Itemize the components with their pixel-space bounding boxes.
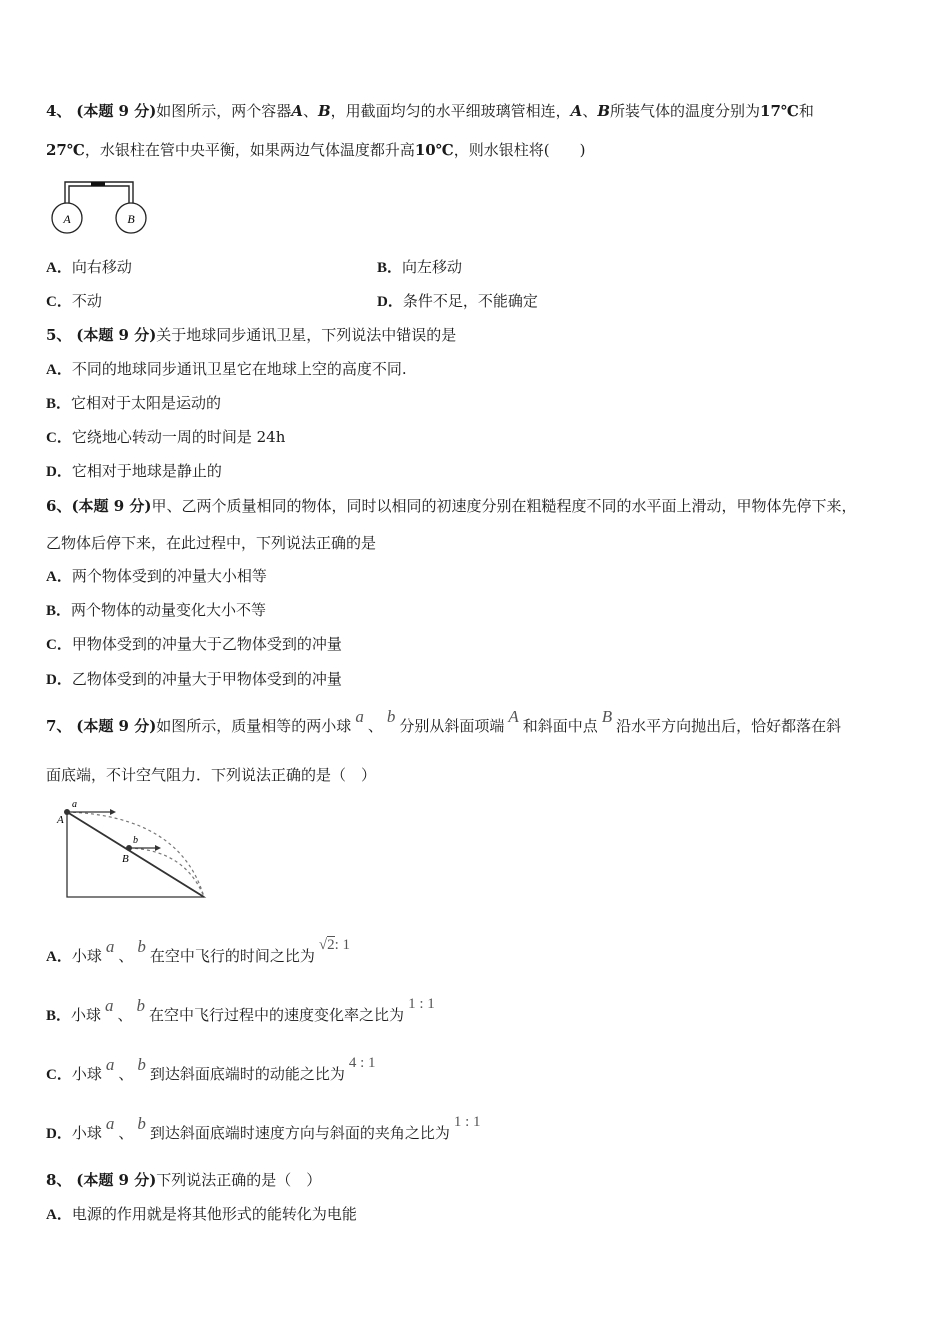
q7-option-a-ratio-root: 2 <box>327 937 335 953</box>
mercury-column <box>91 182 105 186</box>
q7-number: 7、 <box>46 717 72 735</box>
q4-option-b-text: 向左移动 <box>402 258 463 276</box>
q7-stem-line2 <box>46 765 376 785</box>
q7-option-a-pre: 小球 <box>71 947 102 965</box>
q7-option-a-ratio <box>319 937 350 953</box>
q7-text-2: 面底端，不计空气阻力．下列说法正确的是（ ） <box>46 766 377 784</box>
q7-var-upper-b: B <box>601 707 613 726</box>
arrowhead-b-icon <box>155 845 161 851</box>
q4-text-c: 所装气体的温度分别为 <box>610 102 761 120</box>
q7-option-b-sep: 、 <box>117 1006 133 1024</box>
q4-var-a2: A <box>570 102 583 120</box>
q4-option-c-label: C． <box>46 294 72 310</box>
q8-option-a[interactable] <box>46 1204 357 1225</box>
q6-text-1: 甲、乙两个质量相同的物体，同时以相同的初速度分别在粗糙程度不同的水平面上滑动，甲物体先停下来， <box>151 497 857 515</box>
q7-option-d-text: 到达斜面底端时速度方向与斜面的夹角之比为 <box>149 1124 450 1142</box>
q4-line1 <box>46 101 814 121</box>
q7-option-b-var-a: a <box>105 996 114 1015</box>
q6-option-c-label: C． <box>46 637 72 653</box>
fig-label-a: A <box>63 212 71 226</box>
q7-var-a: a <box>355 707 364 726</box>
q4-option-c-text: 不动 <box>71 292 102 310</box>
q8-text: 下列说法正确的是（ ） <box>156 1171 322 1189</box>
q7-option-b-label: B． <box>46 1008 72 1024</box>
q5-option-c-text: 它绕地心转动一周的时间是 24h <box>71 428 286 446</box>
q4-var-b2: B <box>597 102 611 120</box>
q4-sep2: 、 <box>582 102 598 120</box>
q7-option-a[interactable] <box>46 937 351 967</box>
q7-option-a-var-b: b <box>137 937 146 956</box>
q4-option-a-text: 向右移动 <box>71 258 132 276</box>
q6-option-c[interactable] <box>46 634 342 655</box>
q7-option-a-var-a: a <box>105 937 115 956</box>
q7-option-d-var-a: a <box>105 1114 115 1133</box>
q7-option-d-sep: 、 <box>118 1124 134 1142</box>
fig-label-big-b: B <box>122 853 129 865</box>
q7-option-c-ratio: 4 : 1 <box>348 1055 376 1071</box>
q7-option-a-label: A． <box>46 949 72 965</box>
q4-option-a-label: A． <box>46 260 72 276</box>
q4-option-c[interactable] <box>46 291 102 312</box>
q4-option-a[interactable] <box>46 257 132 278</box>
q5-option-b[interactable] <box>46 393 221 414</box>
ball-b <box>126 845 132 851</box>
q7-stem-line1 <box>46 707 842 736</box>
fig-label-small-b: b <box>133 835 138 846</box>
q5-option-c[interactable] <box>46 427 285 448</box>
q4-var-b: B <box>317 102 331 120</box>
q5-stem <box>46 325 456 345</box>
q5-option-c-label: C． <box>46 430 72 446</box>
q6-option-a-label: A． <box>46 569 72 585</box>
q4-number: 4、 <box>46 102 72 120</box>
q7-option-b-ratio: 1 : 1 <box>408 996 435 1012</box>
q4-temp1: 17℃ <box>760 102 799 120</box>
q4-temp2: 27℃ <box>46 141 85 159</box>
q7-points: (本题 9 分) <box>76 717 157 735</box>
q7-option-b[interactable] <box>46 996 435 1026</box>
q6-option-d-text: 乙物体受到的冲量大于甲物体受到的冲量 <box>71 670 342 688</box>
q7-option-c-label: C． <box>46 1067 72 1083</box>
fig-label-small-a: a <box>72 799 77 810</box>
q4-temp3: 10℃ <box>414 141 454 159</box>
q7-option-c-pre: 小球 <box>71 1065 102 1083</box>
q5-text: 关于地球同步通讯卫星，下列说法中错误的是 <box>156 326 457 344</box>
q6-number: 6、 <box>46 497 72 515</box>
ball-a <box>64 809 70 815</box>
q7-option-c-var-a: a <box>105 1055 115 1074</box>
q5-option-d-text: 它相对于地球是静止的 <box>71 462 222 480</box>
q4-text-a: 如图所示，两个容器 <box>156 102 292 120</box>
q7-sep: 、 <box>367 717 383 735</box>
arrowhead-a-icon <box>110 809 116 815</box>
q5-option-d-label: D． <box>46 464 72 480</box>
q4-line2-end: ，则水银柱将( ) <box>453 141 586 159</box>
fig-label-big-a: A <box>57 814 64 826</box>
q6-points: (本题 9 分) <box>71 497 152 515</box>
q8-stem <box>46 1170 321 1190</box>
q4-text-d: 和 <box>798 102 814 120</box>
q7-option-a-sep: 、 <box>118 947 134 965</box>
q6-stem-line1 <box>46 496 857 516</box>
q6-option-c-text: 甲物体受到的冲量大于乙物体受到的冲量 <box>71 635 342 653</box>
q7-option-d-pre: 小球 <box>71 1124 102 1142</box>
q7-option-b-var-b: b <box>136 996 146 1015</box>
q5-option-d[interactable] <box>46 461 222 482</box>
q7-option-d-var-b: b <box>137 1114 146 1133</box>
q6-option-d-label: D． <box>46 672 72 688</box>
q6-option-b[interactable] <box>46 600 266 621</box>
q7-text-c: 和斜面中点 <box>522 717 598 735</box>
q7-text-b: 分别从斜面项端 <box>399 717 505 735</box>
q7-option-d-ratio: 1 : 1 <box>453 1114 481 1130</box>
q5-option-b-label: B． <box>46 396 72 412</box>
q6-option-a-text: 两个物体受到的冲量大小相等 <box>71 567 267 585</box>
q4-container-figure <box>45 172 155 238</box>
q7-option-c-text: 到达斜面底端时的动能之比为 <box>149 1065 345 1083</box>
q7-option-b-pre: 小球 <box>71 1006 102 1024</box>
q4-option-d-text: 条件不足，不能确定 <box>402 292 538 310</box>
q6-option-d[interactable] <box>46 669 342 690</box>
q6-option-a[interactable] <box>46 566 267 587</box>
q7-incline-figure <box>52 798 210 902</box>
q5-option-a-label: A． <box>46 362 72 378</box>
q6-option-b-label: B． <box>46 603 72 619</box>
q4-option-d-label: D． <box>377 294 403 310</box>
q8-option-a-label: A． <box>46 1207 72 1223</box>
q7-option-b-text: 在空中飞行过程中的速度变化率之比为 <box>149 1006 405 1024</box>
q5-option-a[interactable] <box>46 359 407 380</box>
q4-text-b: ，用截面均匀的水平细玻璃管相连， <box>330 102 571 120</box>
q7-option-d-label: D． <box>46 1126 72 1142</box>
q4-points: (本题 9 分) <box>76 102 157 120</box>
q4-line2-text: ，水银柱在管中央平衡，如果两边气体温度都升高 <box>84 141 415 159</box>
q4-option-b-label: B． <box>377 260 403 276</box>
q8-option-a-text: 电源的作用就是将其他形式的能转化为电能 <box>71 1205 357 1223</box>
q4-sep1: 、 <box>302 102 318 120</box>
fig-label-b: B <box>127 212 135 226</box>
q4-option-d[interactable] <box>377 291 538 312</box>
q5-number: 5、 <box>46 326 72 344</box>
q7-option-c-var-b: b <box>137 1055 146 1074</box>
q7-option-a-ratio-rest: : 1 <box>334 937 351 953</box>
q6-option-b-text: 两个物体的动量变化大小不等 <box>71 601 267 619</box>
q7-option-d[interactable] <box>46 1114 481 1144</box>
q8-points: (本题 9 分) <box>76 1171 157 1189</box>
q7-text-a: 如图所示，质量相等的两小球 <box>156 717 352 735</box>
q7-var-b: b <box>386 707 396 726</box>
q5-option-b-text: 它相对于太阳是运动的 <box>71 394 222 412</box>
q4-line2 <box>46 140 585 160</box>
q6-text-2: 乙物体后停下来，在此过程中，下列说法正确的是 <box>46 534 377 552</box>
q7-option-a-text: 在空中飞行的时间之比为 <box>149 947 315 965</box>
q8-number: 8、 <box>46 1171 72 1189</box>
q7-option-c-sep: 、 <box>118 1065 134 1083</box>
q7-option-c[interactable] <box>46 1055 376 1085</box>
sqrt-icon: √ <box>318 937 328 953</box>
q5-option-a-text: 不同的地球同步通讯卫星它在地球上空的高度不同. <box>71 360 407 378</box>
q4-var-a: A <box>291 102 303 120</box>
q5-points: (本题 9 分) <box>76 326 157 344</box>
incline-surface <box>67 812 204 897</box>
q7-text-d: 沿水平方向抛出后，恰好都落在斜 <box>616 717 842 735</box>
q6-stem-line2 <box>46 533 376 553</box>
q4-option-b[interactable] <box>377 257 462 278</box>
q7-var-upper-a: A <box>508 707 519 726</box>
